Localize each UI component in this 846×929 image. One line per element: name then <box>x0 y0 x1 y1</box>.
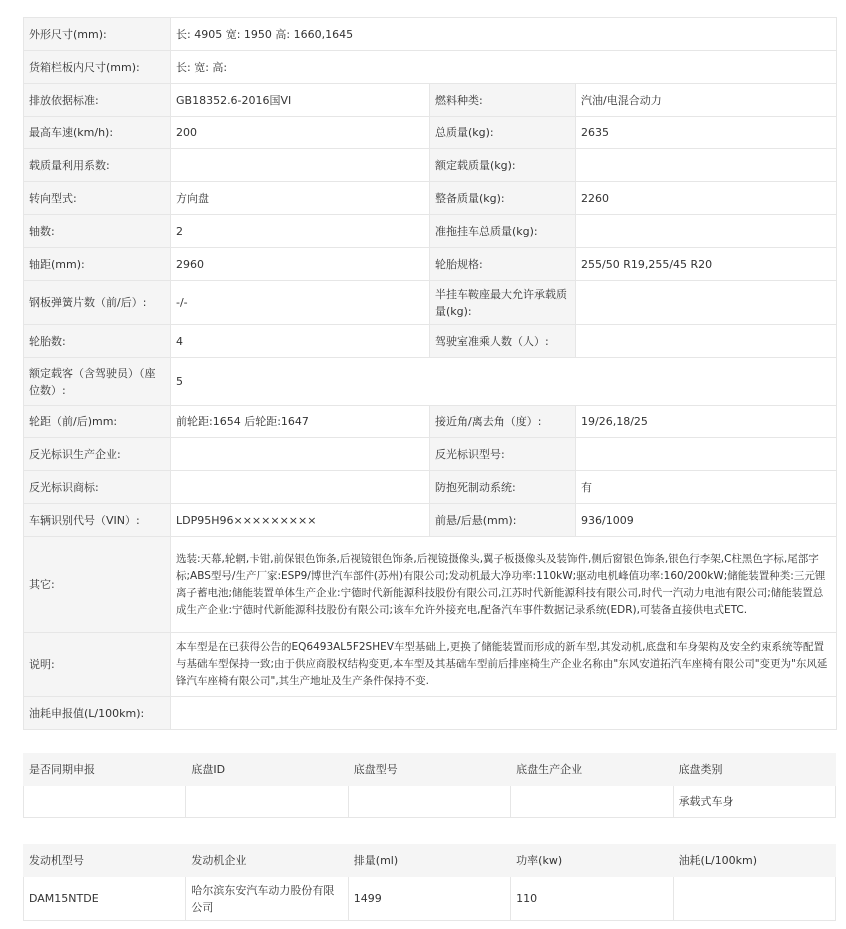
spec-label: 车辆识别代号（VIN）: <box>24 504 171 537</box>
vehicle-spec-table <box>23 17 837 730</box>
dimensions-label: 外形尺寸(mm): <box>24 18 171 51</box>
engine-header-cell: 发动机型号 <box>24 845 186 877</box>
spec-value: 2260 <box>576 182 837 215</box>
spec-label: 轮胎规格: <box>430 248 576 281</box>
spec-value: 2 <box>171 215 430 248</box>
spec-value <box>576 325 837 358</box>
spec-row-dimensions <box>24 18 837 51</box>
engine-cell: DAM15NTDE <box>24 877 186 921</box>
other-value: 选装:天幕,轮辋,卡钳,前保银色饰条,后视镜银色饰条,后视镜摄像头,翼子板摄像头及装饰件,侧后窗银色饰条,银色行李架,C柱黑色字标,尾部字标;ABS型号/生产厂家:ESP9/博世汽车部件(苏州)有限公司;发动机最大净功率:110kW;驱动电机峰值功率:160/200kW;储能装置种类:三元锂离子蓄电池;储能装置单体生产企业:宁德时代新能源科技股份有限公司,江苏时代新能源科技有限公司,时代一汽动力电池有限公司;储能装置总成生产企业:宁德时代新能源科技股份有限公司;该车允许外接充电,配备汽车事件数据记录系统(EDR),可装备直接供电式ETC. <box>171 537 837 633</box>
spec-row <box>24 438 837 471</box>
spec-value: 方向盘 <box>171 182 430 215</box>
engine-row <box>24 877 836 921</box>
seats-label: 额定载客（含驾驶员）（座位数）: <box>24 358 171 406</box>
spec-value: -/- <box>171 281 430 325</box>
engine-header-cell: 发动机企业 <box>186 845 348 877</box>
chassis-cell <box>24 786 186 818</box>
spec-row <box>24 182 837 215</box>
chassis-header-row <box>24 754 836 786</box>
fuel-label: 油耗申报值(L/100km): <box>24 697 171 730</box>
chassis-table <box>23 753 836 818</box>
spec-label: 最高车速(km/h): <box>24 117 171 149</box>
fuel-value <box>171 697 837 730</box>
seats-value: 5 <box>171 358 837 406</box>
chassis-cell: 承载式车身 <box>673 786 835 818</box>
spec-label: 驾驶室准乘人数（人）: <box>430 325 576 358</box>
spec-row-note <box>24 633 837 697</box>
spec-value: 汽油/电混合动力 <box>576 84 837 117</box>
engine-header-row <box>24 845 836 877</box>
engine-cell: 哈尔滨东安汽车动力股份有限公司 <box>186 877 348 921</box>
engine-header-cell: 油耗(L/100km) <box>673 845 835 877</box>
chassis-header-cell: 是否同期申报 <box>24 754 186 786</box>
dimensions-value: 长: 4905 宽: 1950 高: 1660,1645 <box>171 18 837 51</box>
spec-value: 200 <box>171 117 430 149</box>
spec-label: 轴距(mm): <box>24 248 171 281</box>
spec-row-other <box>24 537 837 633</box>
spec-label: 轮距（前/后)mm: <box>24 406 171 438</box>
note-value: 本车型是在已获得公告的EQ6493AL5F2SHEV车型基础上,更换了储能装置而形成的新车型,其发动机,底盘和车身架构及安全约束系统等配置与基础车型保持一致;由于供应商股权结构变更,本车型及其基础车型前后排座椅生产企业名称由"东风安道拓汽车座椅有限公司"变更为"东风延锋汽车座椅有限公司",其生产地址及生产条件保持不变. <box>171 633 837 697</box>
spec-label: 总质量(kg): <box>430 117 576 149</box>
chassis-cell <box>348 786 510 818</box>
spec-label: 额定载质量(kg): <box>430 149 576 182</box>
spec-label: 转向型式: <box>24 182 171 215</box>
spec-value: 4 <box>171 325 430 358</box>
spec-row <box>24 325 837 358</box>
spec-value: 前轮距:1654 后轮距:1647 <box>171 406 430 438</box>
chassis-row <box>24 786 836 818</box>
chassis-cell <box>511 786 673 818</box>
spec-value: 255/50 R19,255/45 R20 <box>576 248 837 281</box>
spec-row <box>24 471 837 504</box>
other-label: 其它: <box>24 537 171 633</box>
chassis-cell <box>186 786 348 818</box>
cargo-box-label: 货箱栏板内尺寸(mm): <box>24 51 171 84</box>
spec-row-fuel <box>24 697 837 730</box>
engine-table <box>23 844 836 921</box>
spec-value <box>171 438 430 471</box>
spec-value <box>171 149 430 182</box>
spec-label: 防抱死制动系统: <box>430 471 576 504</box>
spec-value: 2635 <box>576 117 837 149</box>
chassis-header-cell: 底盘ID <box>186 754 348 786</box>
spec-label: 轮胎数: <box>24 325 171 358</box>
spec-label: 前悬/后悬(mm): <box>430 504 576 537</box>
spec-value <box>576 438 837 471</box>
spec-value <box>576 215 837 248</box>
spec-value: 有 <box>576 471 837 504</box>
spec-value: 2960 <box>171 248 430 281</box>
spec-label: 反光标识型号: <box>430 438 576 471</box>
spec-value <box>171 471 430 504</box>
chassis-header-cell: 底盘生产企业 <box>511 754 673 786</box>
spec-row <box>24 406 837 438</box>
spec-value <box>576 281 837 325</box>
spec-row <box>24 117 837 149</box>
chassis-header-cell: 底盘型号 <box>348 754 510 786</box>
spec-row <box>24 504 837 537</box>
spec-label: 排放依据标准: <box>24 84 171 117</box>
spec-label: 整备质量(kg): <box>430 182 576 215</box>
spec-label: 准拖挂车总质量(kg): <box>430 215 576 248</box>
spec-label: 接近角/离去角（度）: <box>430 406 576 438</box>
spec-value: GB18352.6-2016国VI <box>171 84 430 117</box>
spec-value: LDP95H96××××××××× <box>171 504 430 537</box>
spec-label: 半挂车鞍座最大允许承载质量(kg): <box>430 281 576 325</box>
spec-row <box>24 149 837 182</box>
spec-row-cargo-box <box>24 51 837 84</box>
engine-cell <box>673 877 835 921</box>
spec-row <box>24 248 837 281</box>
spec-label: 燃料种类: <box>430 84 576 117</box>
spec-row <box>24 84 837 117</box>
note-label: 说明: <box>24 633 171 697</box>
engine-header-cell: 功率(kw) <box>511 845 673 877</box>
spec-row <box>24 215 837 248</box>
chassis-header-cell: 底盘类别 <box>673 754 835 786</box>
spec-label: 反光标识商标: <box>24 471 171 504</box>
cargo-box-value: 长: 宽: 高: <box>171 51 837 84</box>
spec-value <box>576 149 837 182</box>
engine-header-cell: 排量(ml) <box>348 845 510 877</box>
spec-label: 反光标识生产企业: <box>24 438 171 471</box>
spec-value: 936/1009 <box>576 504 837 537</box>
spec-value: 19/26,18/25 <box>576 406 837 438</box>
spec-label: 载质量利用系数: <box>24 149 171 182</box>
spec-row-seats <box>24 358 837 406</box>
spec-label: 钢板弹簧片数（前/后）: <box>24 281 171 325</box>
engine-cell: 110 <box>511 877 673 921</box>
engine-cell: 1499 <box>348 877 510 921</box>
spec-label: 轴数: <box>24 215 171 248</box>
spec-row <box>24 281 837 325</box>
